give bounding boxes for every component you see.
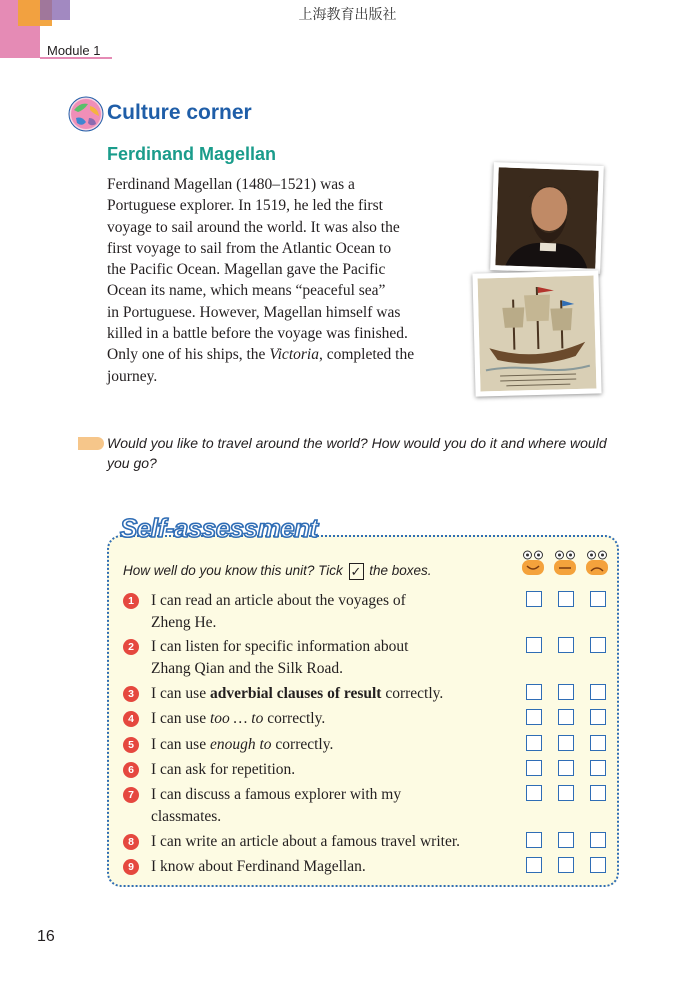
- happy-face-icon: [521, 550, 545, 576]
- instruction-text: How well do you know this unit? Tick: [123, 563, 343, 579]
- discussion-marker: [78, 437, 104, 450]
- checkbox-ok[interactable]: [558, 637, 574, 653]
- item-number-badge: 8: [123, 834, 139, 850]
- checkbox-good[interactable]: [526, 785, 542, 801]
- item-number-badge: 1: [123, 593, 139, 609]
- assessment-row: [123, 759, 523, 781]
- culture-corner-title: Culture corner: [107, 101, 252, 124]
- assessment-row: [123, 734, 523, 756]
- assessment-row: [123, 590, 523, 634]
- article-line: journey.: [107, 367, 158, 385]
- assessment-row: [123, 683, 523, 705]
- item-number-badge: 4: [123, 711, 139, 727]
- checkbox-poor[interactable]: [590, 832, 606, 848]
- checkbox-ok[interactable]: [558, 735, 574, 751]
- assessment-item-text: [151, 708, 523, 730]
- item-text: correctly.: [381, 685, 444, 702]
- item-text: I can use: [151, 736, 210, 753]
- assessment-item-text: [151, 856, 523, 878]
- item-text: I know about Ferdinand Magellan.: [151, 858, 366, 875]
- checkbox-ok[interactable]: [558, 684, 574, 700]
- article-line: Portuguese explorer. In 1519, he led the first: [107, 197, 383, 215]
- article-line: Ferdinand Magellan (1480–1521) was a: [107, 176, 355, 193]
- checkbox-ok[interactable]: [558, 832, 574, 848]
- item-text: I can write an article about a famous travel writer.: [151, 833, 461, 850]
- checkbox-ok[interactable]: [558, 857, 574, 873]
- checkbox-ok[interactable]: [558, 760, 574, 776]
- instruction-text: the boxes.: [369, 563, 432, 579]
- assessment-item-text: [151, 784, 523, 828]
- checkbox-poor[interactable]: [590, 760, 606, 776]
- item-text: I can ask for repetition.: [151, 761, 296, 778]
- item-number-badge: 9: [123, 859, 139, 875]
- article-title: Ferdinand Magellan: [107, 144, 277, 164]
- discussion-question: Would you like to travel around the world? How would you do it and where would you go?: [107, 435, 607, 471]
- item-text: I can use: [151, 685, 210, 702]
- globe-icon: [68, 96, 104, 132]
- sad-face-icon: [585, 550, 609, 576]
- item-text: I can listen for specific information about: [151, 638, 409, 655]
- tick-box-icon: ✓: [349, 563, 364, 580]
- checkbox-poor[interactable]: [590, 684, 606, 700]
- item-key-term: adverbial clauses of result: [209, 685, 382, 702]
- item-key-term: enough to: [209, 736, 272, 753]
- assessment-item-text: [151, 683, 523, 705]
- publisher-header: 上海教育出版社: [298, 7, 397, 23]
- checkbox-good[interactable]: [526, 709, 542, 725]
- checkbox-poor[interactable]: [590, 709, 606, 725]
- magellan-portrait-photo: [490, 162, 604, 274]
- checkbox-ok[interactable]: [558, 591, 574, 607]
- self-assessment-title: Self-assessment: [120, 513, 318, 543]
- article-line: killed in a battle before the voyage was finished.: [107, 325, 408, 343]
- item-text: I can discuss a famous explorer with my: [151, 786, 402, 803]
- article-line: Only one of his ships, the Victoria, completed the: [107, 346, 415, 364]
- article-line: voyage to sail around the world. It was also the: [107, 218, 400, 236]
- assessment-item-text: [151, 590, 523, 634]
- item-number-badge: 6: [123, 762, 139, 778]
- ship-illustration: [472, 270, 601, 396]
- checkbox-ok[interactable]: [558, 785, 574, 801]
- checkbox-good[interactable]: [526, 591, 542, 607]
- checkbox-good[interactable]: [526, 637, 542, 653]
- checkbox-good[interactable]: [526, 735, 542, 751]
- item-text: I can use: [151, 710, 210, 727]
- checkbox-poor[interactable]: [590, 591, 606, 607]
- checkbox-good[interactable]: [526, 684, 542, 700]
- article-line: Ocean its name, which means “peaceful sea”: [107, 282, 386, 300]
- article-line: the Pacific Ocean. Magellan gave the Pacific: [107, 261, 386, 279]
- item-number-badge: 7: [123, 787, 139, 803]
- item-number-badge: 3: [123, 686, 139, 702]
- self-assessment-instruction: [123, 563, 432, 580]
- magellan-article: [107, 174, 472, 387]
- article-line: first voyage to sail from the Atlantic Ocean to: [107, 239, 392, 257]
- assessment-row: [123, 636, 523, 680]
- item-text-continued: classmates.: [151, 808, 222, 825]
- assessment-row: [123, 831, 523, 853]
- ship-name: Victoria: [269, 346, 319, 364]
- item-number-badge: 5: [123, 737, 139, 753]
- checkbox-good[interactable]: [526, 857, 542, 873]
- checkbox-good[interactable]: [526, 832, 542, 848]
- item-text-continued: Zheng He.: [151, 614, 217, 631]
- module-label: Module 1: [47, 43, 101, 58]
- assessment-item-text: [151, 734, 523, 756]
- item-key-term: too … to: [209, 710, 264, 727]
- checkbox-good[interactable]: [526, 760, 542, 776]
- article-line: in Portuguese. However, Magellan himself was: [107, 303, 401, 321]
- item-text-continued: Zhang Qian and the Silk Road.: [151, 660, 343, 677]
- assessment-item-text: [151, 636, 523, 680]
- checkbox-poor[interactable]: [590, 735, 606, 751]
- item-text: I can read an article about the voyages of: [151, 592, 406, 609]
- checkbox-poor[interactable]: [590, 637, 606, 653]
- item-number-badge: 2: [123, 639, 139, 655]
- item-text: correctly.: [271, 736, 334, 753]
- item-text: correctly.: [263, 710, 326, 727]
- assessment-row: [123, 784, 523, 828]
- checkbox-ok[interactable]: [558, 709, 574, 725]
- checkbox-poor[interactable]: [590, 857, 606, 873]
- neutral-face-icon: [553, 550, 577, 576]
- assessment-row: [123, 708, 523, 730]
- checkbox-poor[interactable]: [590, 785, 606, 801]
- assessment-item-text: [151, 831, 523, 853]
- assessment-item-text: [151, 759, 523, 781]
- page-number: 16: [37, 928, 55, 945]
- assessment-row: [123, 856, 523, 878]
